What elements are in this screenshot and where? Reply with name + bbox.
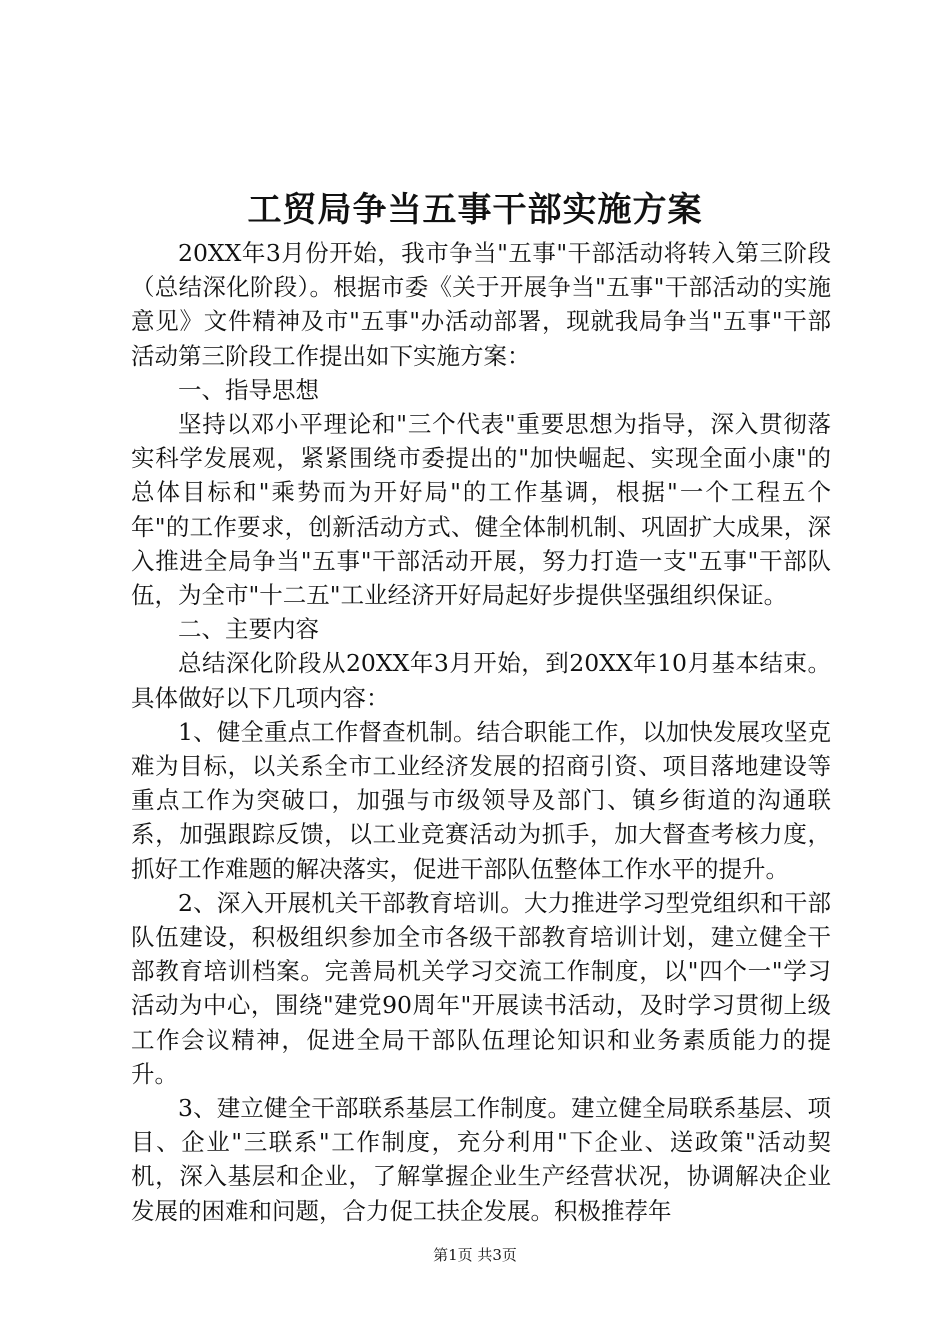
page-footer: 第1页 共3页 <box>433 1246 517 1264</box>
paragraph-main-content: 总结深化阶段从20XX年3月开始，到20XX年10月基本结束。具体做好以下几项内容： <box>131 649 831 712</box>
document-title: 工贸局争当五事干部实施方案 <box>247 190 703 230</box>
paragraph-item-1: 1、健全重点工作督查机制。结合职能工作，以加快发展攻坚克难为目标，以关系全市工业经济发展的招商引资、项目落地建设等重点工作为突破口，加强与市级领导及部门、镇乡街道的沟通联系，加强跟踪反馈，以工业竞赛活动为抓手，加大督查考核力度，抓好工作难题的解决落实，促进干部队伍整体工作水平的提升。 <box>131 717 831 883</box>
paragraph-item-3: 3、建立健全干部联系基层工作制度。建立健全局联系基层、项目、企业"三联系"工作制度，充分利用"下企业、送政策"活动契机，深入基层和企业，了解掌握企业生产经营状况，协调解决企业发展的困难和问题，合力促工扶企发展。积极推荐年 <box>131 1094 831 1225</box>
paragraph-item-2: 2、深入开展机关干部教育培训。大力推进学习型党组织和干部队伍建设，积极组织参加全市各级干部教育培训计划，建立健全干部教育培训档案。完善局机关学习交流工作制度，以"四个一"学习活动为中心，围绕"建党90周年"开展读书活动，及时学习贯彻上级工作会议精神，促进全局干部队伍理论知识和业务素质能力的提升。 <box>131 888 831 1088</box>
heading-main-content: 二、主要内容 <box>178 615 319 644</box>
paragraph-guiding-thought: 坚持以邓小平理论和"三个代表"重要思想为指导，深入贯彻落实科学发展观，紧紧围绕市委提出的"加快崛起、实现全面小康"的总体目标和"乘势而为开好局"的工作基调，根据"一个工程五个年"的工作要求，创新活动方式、健全体制机制、巩固扩大成果，深入推进全局争当"五事"干部活动开展，努力打造一支"五事"干部队伍，为全市"十二五"工业经济开好局起好步提供坚强组织保证。 <box>131 410 831 610</box>
document-body <box>131 236 831 1228</box>
heading-guiding-thought: 一、指导思想 <box>178 375 319 404</box>
paragraph-intro: 20XX年3月份开始，我市争当"五事"干部活动将转入第三阶段（总结深化阶段）。根据市委《关于开展争当"五事"干部活动的实施意见》文件精神及市"五事"办活动部署，现就我局争当"五事"干部活动第三阶段工作提出如下实施方案： <box>131 239 831 370</box>
